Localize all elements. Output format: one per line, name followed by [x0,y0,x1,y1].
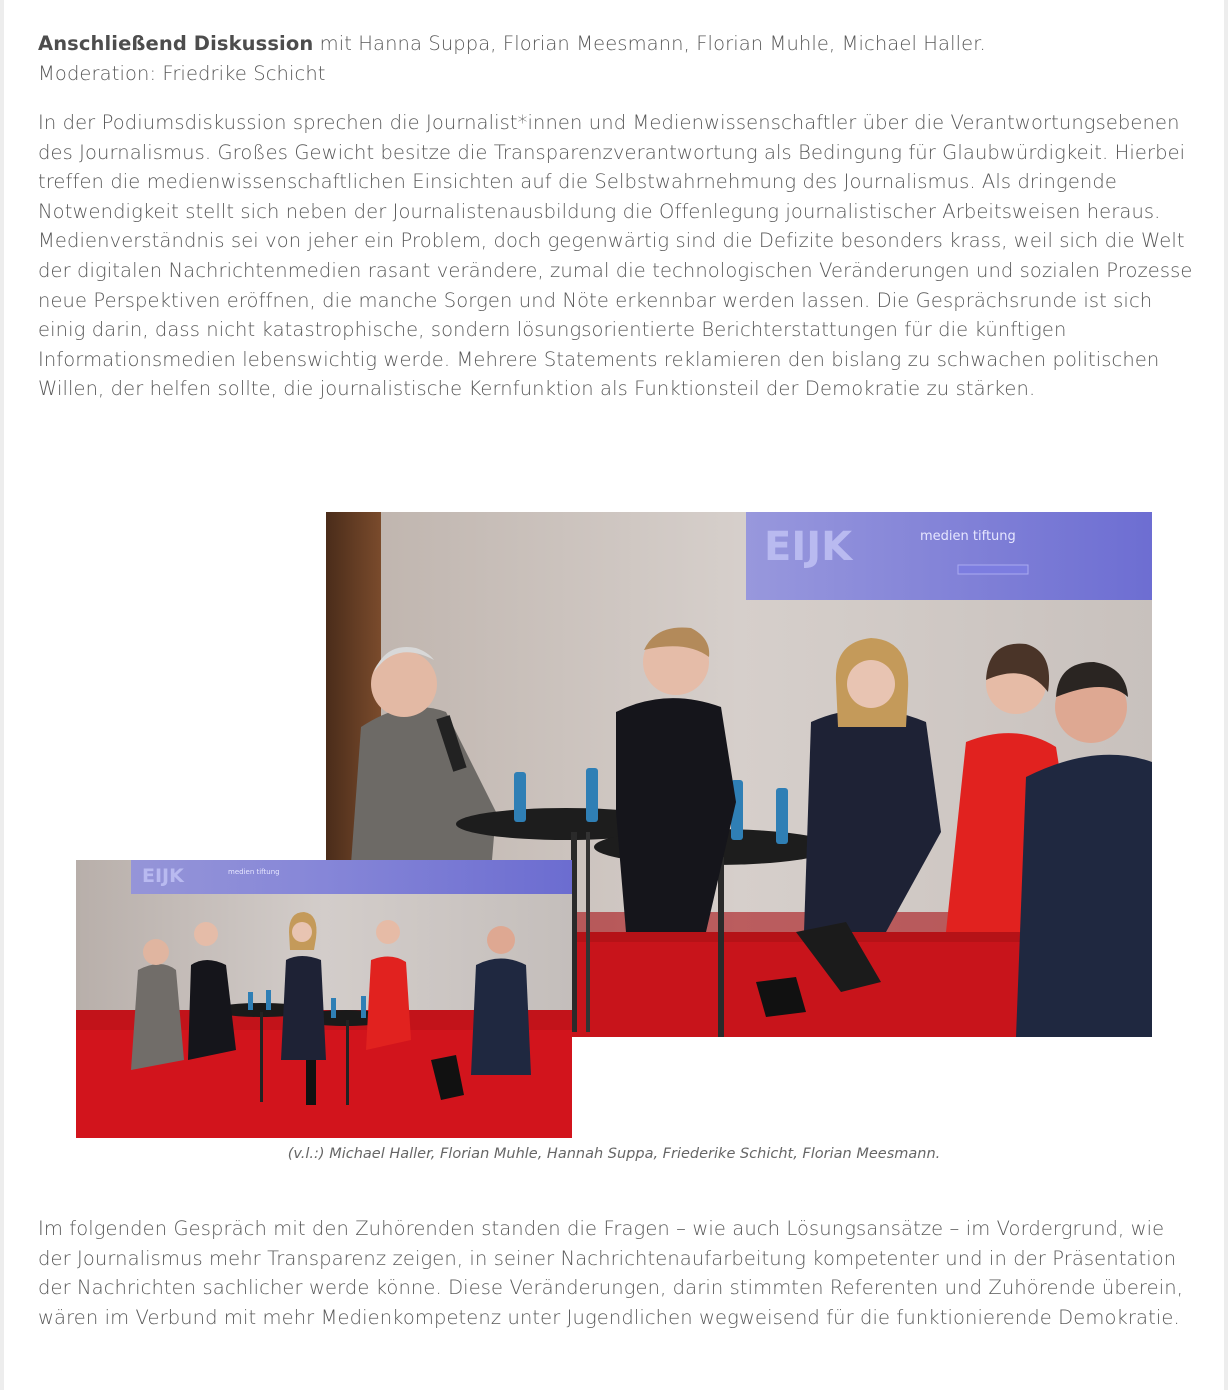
intro-text [38,29,1198,88]
banner-sponsor-small: medien tiftung [228,868,280,876]
panel-photo-wide [76,860,572,1138]
intro-strong: Anschließend Diskussion [38,32,314,55]
paragraph-discussion: In der Podiumsdiskussion sprechen die Journalist*innen und Medienwissenschaftler über die Verantwortungsebenen des Journalismus. Großes Gewicht besitze die Transparenzverantwortung als Bedingung für Glaubwürdigkeit. Hierbei treffen die medienwissenschaftlichen Einsichten auf die Selbstwahrnehmung des Journalismus. Als dringende Notwendigkeit stellt sich neben der Journalistenausbildung die Offenlegung journalistischer Arbeitsweisen heraus. Medienverständnis sei von jeher ein Problem, doch gegenwärtig sind die Defizite besonders krass, weil sich die Welt der digitalen Nachrichtenmedien rasant verändere, zumal die technologischen Veränderungen und sozialen Prozesse neue Perspektiven eröffnen, die manche Sorgen und Nöte erkennbar werden lassen. Die Gesprächsrunde ist sich einig darin, dass nicht katastrophische, sondern lösungsorientierte Berichterstattungen für die künftigen Informationsmedien lebenswichtig werde. Mehrere Statements reklamieren den bislang zu schwachen politischen Willen, der helfen sollte, die journalistische Kernfunktion als Funktionsteil der Demokratie zu stärken. [38,111,1193,401]
moderation-line: Moderation: Friedrike Schicht [38,61,326,85]
banner-sponsor: medien tiftung [920,529,1016,544]
intro-rest: mit Hanna Suppa, Florian Meesmann, Florian Muhle, Michael Haller. [313,32,986,55]
banner-logo-small: EIJK [142,865,184,887]
paragraph-audience: Im folgenden Gespräch mit den Zuhörenden standen die Fragen – wie auch Lösungsansätze – im Vordergrund, wie der Journalismus mehr Transparenz zeigen, in seiner Nachrichtenaufarbeitung kompetenter und in der Präsentation der Nachrichten sachlicher werde könne. Diese Veränderungen, darin stimmten Referenten und Zuhörende überein, wären im Verbund mit mehr Medienkompetenz unter Jugendlichen wegweisend für die funktionierende Demokratie. [38,1217,1183,1329]
photo-caption: (v.l.:) Michael Haller, Florian Muhle, Hannah Suppa, Friederike Schicht, Florian Meesmann. [287,1146,941,1162]
banner-logo: EIJK [764,524,853,570]
